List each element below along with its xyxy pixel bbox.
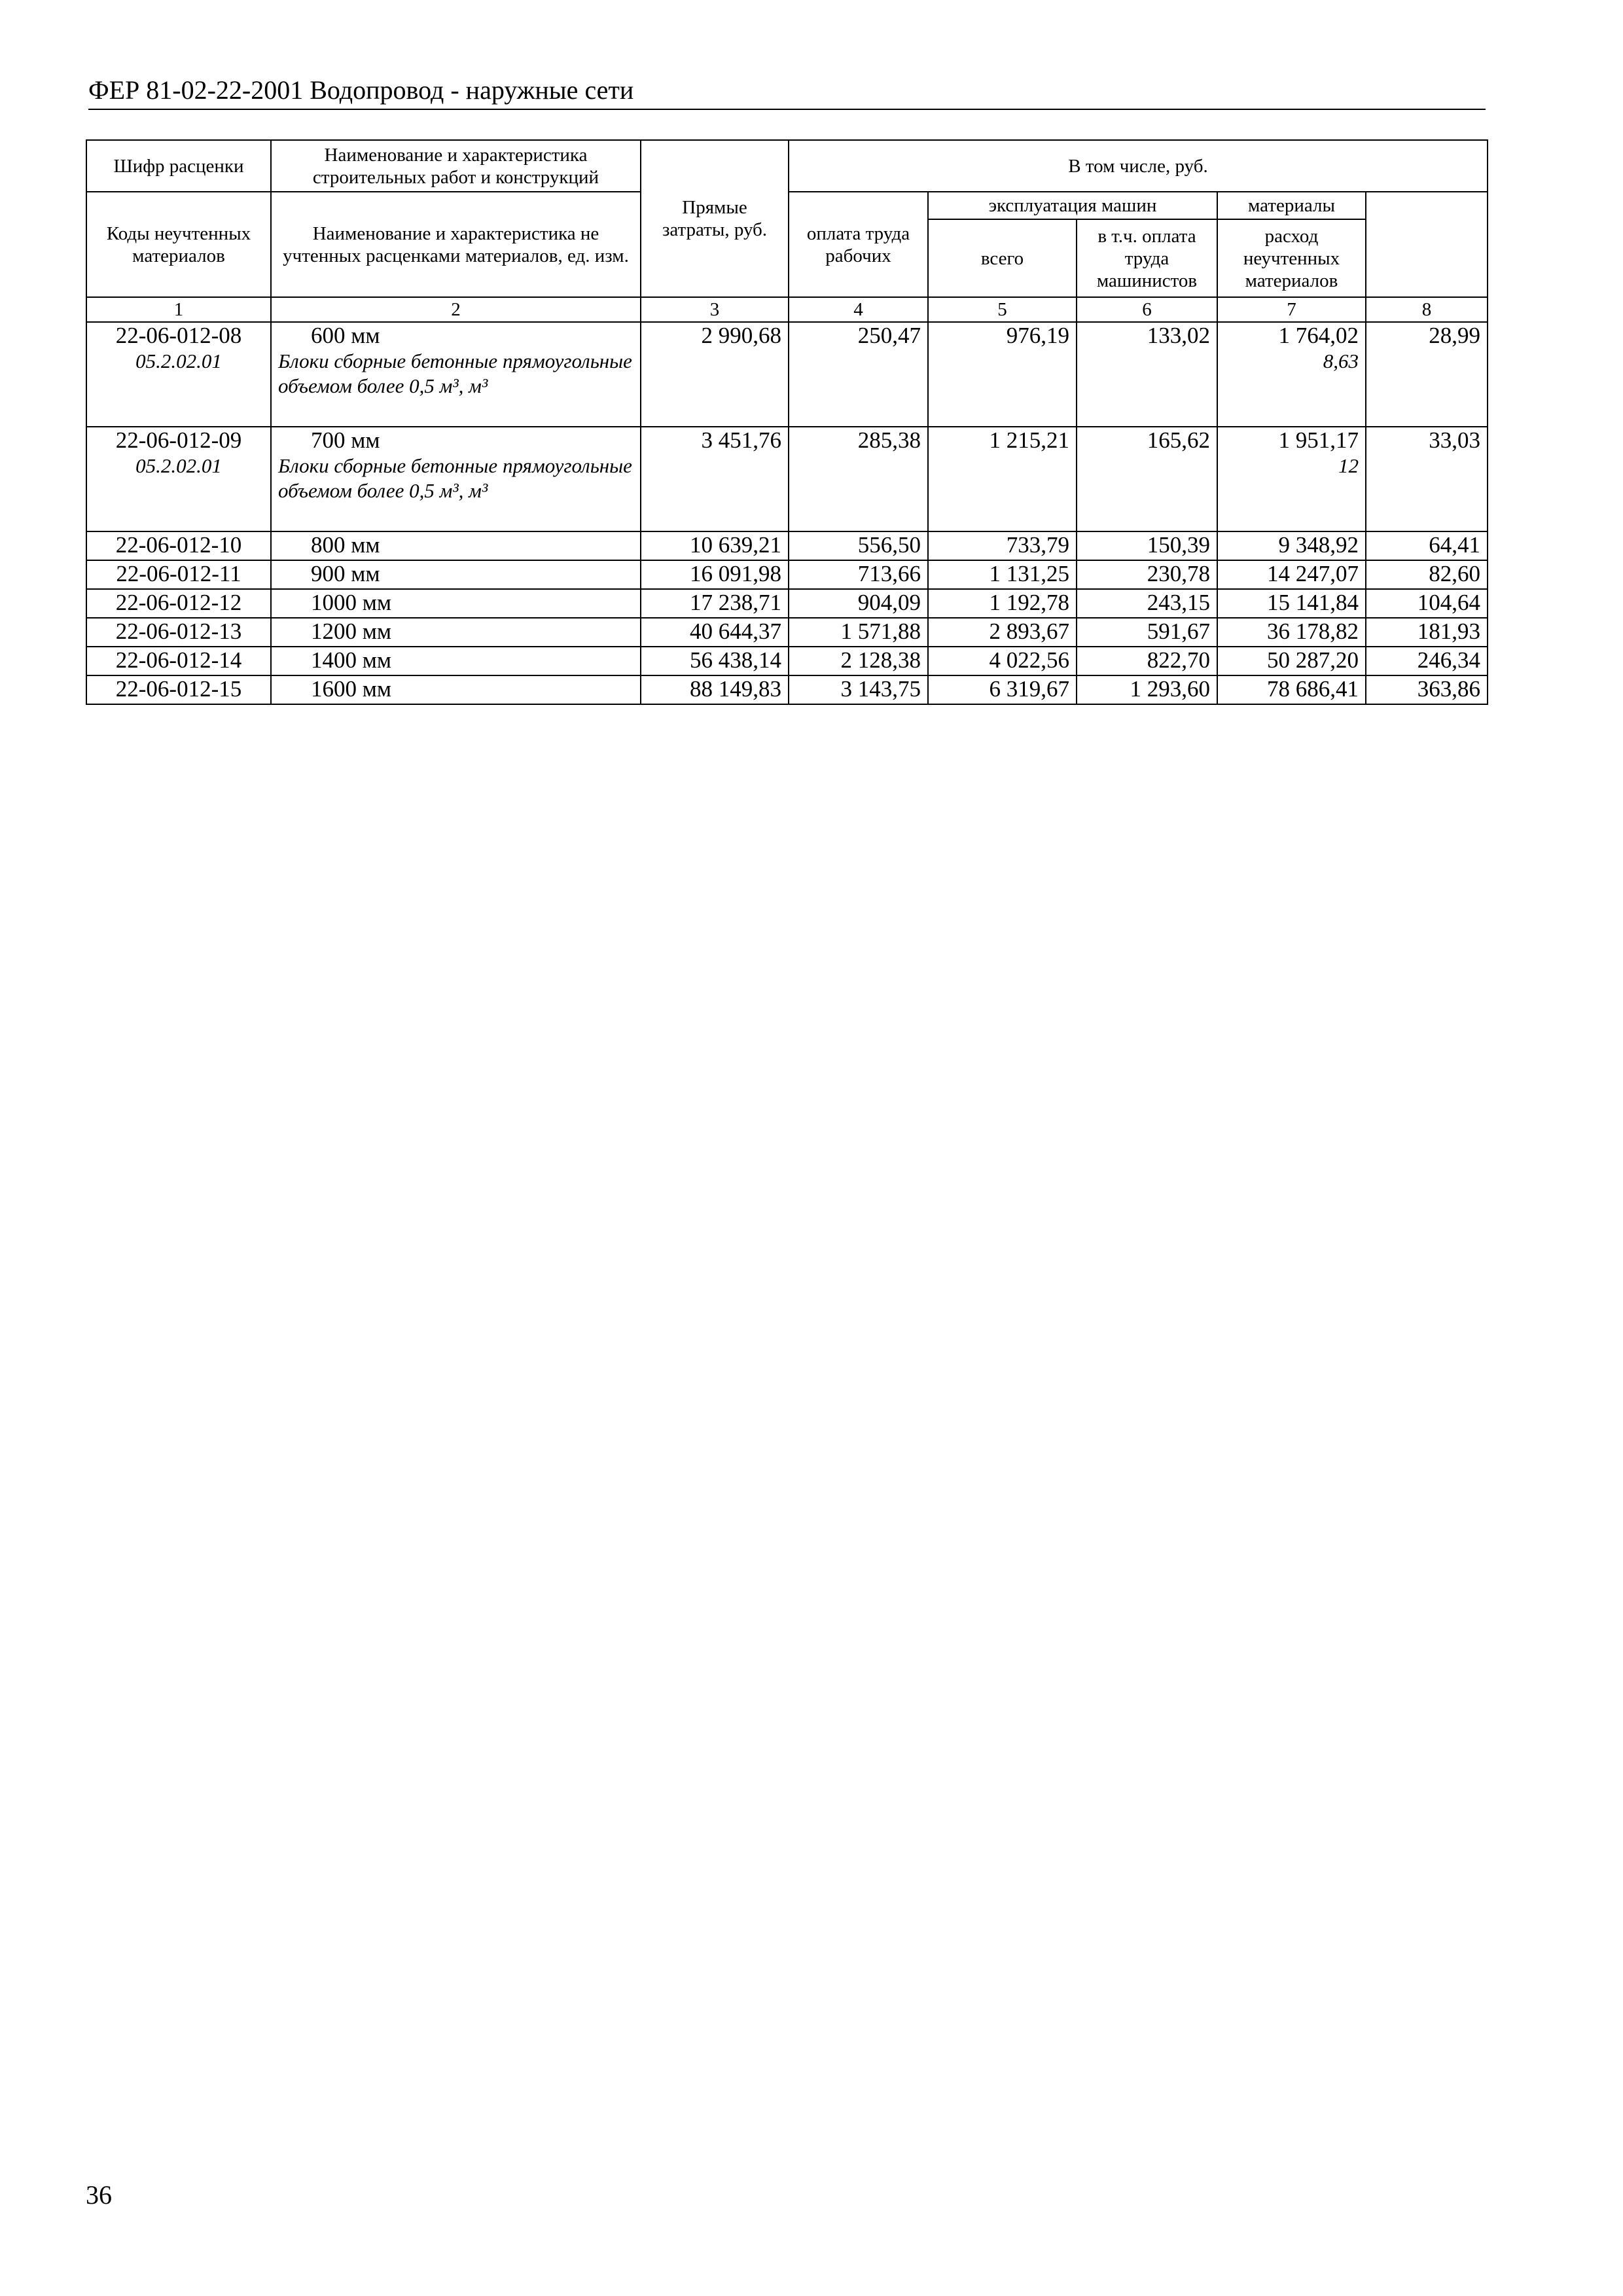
materials-cost: 1 951,17	[1278, 427, 1359, 453]
work-name: 700 мм	[311, 427, 380, 453]
table-row	[86, 589, 1488, 618]
rate-code: 22-06-012-10	[86, 531, 271, 560]
materials-cost: 78 686,41	[1217, 675, 1366, 704]
materials-cost: 15 141,84	[1217, 589, 1366, 618]
work-name: 800 мм	[311, 532, 380, 558]
table-row	[86, 675, 1488, 704]
header-direct-costs: Прямые затраты, руб.	[641, 140, 789, 297]
rate-code-cell	[86, 427, 271, 531]
page-header: ФЕР 81-02-22-2001 Водопровод - наружные сети	[88, 73, 1486, 110]
machine-operator-wages: 243,15	[1077, 589, 1217, 618]
materials-cost: 9 348,92	[1217, 531, 1366, 560]
machine-operator-wages: 1 293,60	[1077, 675, 1217, 704]
work-name: 1600 мм	[311, 676, 392, 702]
rate-code: 22-06-012-15	[86, 675, 271, 704]
header-materials: материалы	[1217, 192, 1366, 219]
labor-costs: 82,60	[1366, 560, 1488, 589]
worker-wages: 713,66	[789, 560, 928, 589]
rate-code-cell	[86, 322, 271, 427]
work-name: 1000 мм	[311, 590, 392, 615]
material-code: 05.2.02.01	[135, 454, 222, 477]
column-number: 7	[1217, 297, 1366, 322]
worker-wages: 2 128,38	[789, 647, 928, 675]
header-material-name: Наименование и характеристика не учтенных расценками материалов, ед. изм.	[271, 192, 641, 297]
name-cell	[271, 531, 641, 560]
column-number: 2	[271, 297, 641, 322]
materials-cost: 36 178,82	[1217, 618, 1366, 647]
rate-code: 22-06-012-13	[86, 618, 271, 647]
work-name: 600 мм	[311, 323, 380, 348]
header-material-codes: Коды неучтенных материалов	[86, 192, 271, 297]
column-number: 5	[928, 297, 1077, 322]
worker-wages: 1 571,88	[789, 618, 928, 647]
column-number: 3	[641, 297, 789, 322]
name-cell	[271, 560, 641, 589]
materials-cost: 50 287,20	[1217, 647, 1366, 675]
machine-costs: 1 192,78	[928, 589, 1077, 618]
machine-operator-wages: 822,70	[1077, 647, 1217, 675]
direct-costs: 88 149,83	[641, 675, 789, 704]
table-row	[86, 322, 1488, 427]
direct-costs: 56 438,14	[641, 647, 789, 675]
column-number: 8	[1366, 297, 1488, 322]
machine-costs: 4 022,56	[928, 647, 1077, 675]
machine-operator-wages: 230,78	[1077, 560, 1217, 589]
name-cell	[271, 618, 641, 647]
material-code: 05.2.02.01	[135, 350, 222, 372]
machine-operator-wages: 150,39	[1077, 531, 1217, 560]
header-including: В том числе, руб.	[789, 140, 1488, 192]
labor-costs: 28,99	[1366, 322, 1488, 427]
direct-costs: 2 990,68	[641, 322, 789, 427]
direct-costs: 17 238,71	[641, 589, 789, 618]
header-machines: эксплуатация машин	[928, 192, 1217, 219]
machine-costs: 733,79	[928, 531, 1077, 560]
header-machines-total: всего	[928, 219, 1077, 297]
header-materials-consumption: расход неучтенных материалов	[1217, 219, 1366, 297]
machine-operator-wages: 591,67	[1077, 618, 1217, 647]
rate-code: 22-06-012-08	[115, 323, 242, 348]
work-name: 1400 мм	[311, 647, 392, 673]
material-description: Блоки сборные бетонные прямоугольные объемом более 0,5 м³, м³	[278, 350, 632, 397]
rate-code: 22-06-012-14	[86, 647, 271, 675]
header-wages: оплата труда рабочих	[789, 192, 928, 297]
header-name: Наименование и характеристика строительных работ и конструкций	[271, 140, 641, 192]
material-consumption: 8,63	[1323, 350, 1359, 372]
name-cell	[271, 322, 641, 427]
column-number: 4	[789, 297, 928, 322]
direct-costs: 40 644,37	[641, 618, 789, 647]
machine-costs: 976,19	[928, 322, 1077, 427]
worker-wages: 904,09	[789, 589, 928, 618]
materials-cell	[1217, 427, 1366, 531]
name-cell	[271, 589, 641, 618]
column-number: 1	[86, 297, 271, 322]
material-consumption: 12	[1338, 454, 1359, 477]
machine-costs: 1 215,21	[928, 427, 1077, 531]
header-code: Шифр расценки	[86, 140, 271, 192]
materials-cost: 14 247,07	[1217, 560, 1366, 589]
worker-wages: 556,50	[789, 531, 928, 560]
labor-costs: 33,03	[1366, 427, 1488, 531]
header-machine-operator-wages: в т.ч. оплата труда машинистов	[1077, 219, 1217, 297]
machine-operator-wages: 165,62	[1077, 427, 1217, 531]
machine-operator-wages: 133,02	[1077, 322, 1217, 427]
worker-wages: 250,47	[789, 322, 928, 427]
table-row	[86, 560, 1488, 589]
direct-costs: 10 639,21	[641, 531, 789, 560]
table-row	[86, 647, 1488, 675]
worker-wages: 3 143,75	[789, 675, 928, 704]
direct-costs: 3 451,76	[641, 427, 789, 531]
name-cell	[271, 675, 641, 704]
work-name: 1200 мм	[311, 619, 392, 644]
page-number: 36	[86, 2180, 112, 2210]
labor-costs: 104,64	[1366, 589, 1488, 618]
table-row	[86, 618, 1488, 647]
machine-costs: 2 893,67	[928, 618, 1077, 647]
rate-code: 22-06-012-11	[86, 560, 271, 589]
materials-cost: 1 764,02	[1278, 323, 1359, 348]
name-cell	[271, 647, 641, 675]
material-description: Блоки сборные бетонные прямоугольные объемом более 0,5 м³, м³	[278, 454, 632, 502]
labor-costs: 363,86	[1366, 675, 1488, 704]
labor-costs: 64,41	[1366, 531, 1488, 560]
machine-costs: 6 319,67	[928, 675, 1077, 704]
table-row	[86, 427, 1488, 531]
rate-code: 22-06-012-12	[86, 589, 271, 618]
materials-cell	[1217, 322, 1366, 427]
worker-wages: 285,38	[789, 427, 928, 531]
labor-costs: 246,34	[1366, 647, 1488, 675]
work-name: 900 мм	[311, 561, 380, 586]
labor-costs: 181,93	[1366, 618, 1488, 647]
table-row	[86, 531, 1488, 560]
name-cell	[271, 427, 641, 531]
column-number: 6	[1077, 297, 1217, 322]
direct-costs: 16 091,98	[641, 560, 789, 589]
machine-costs: 1 131,25	[928, 560, 1077, 589]
rates-table	[86, 139, 1488, 705]
rate-code: 22-06-012-09	[115, 427, 242, 453]
